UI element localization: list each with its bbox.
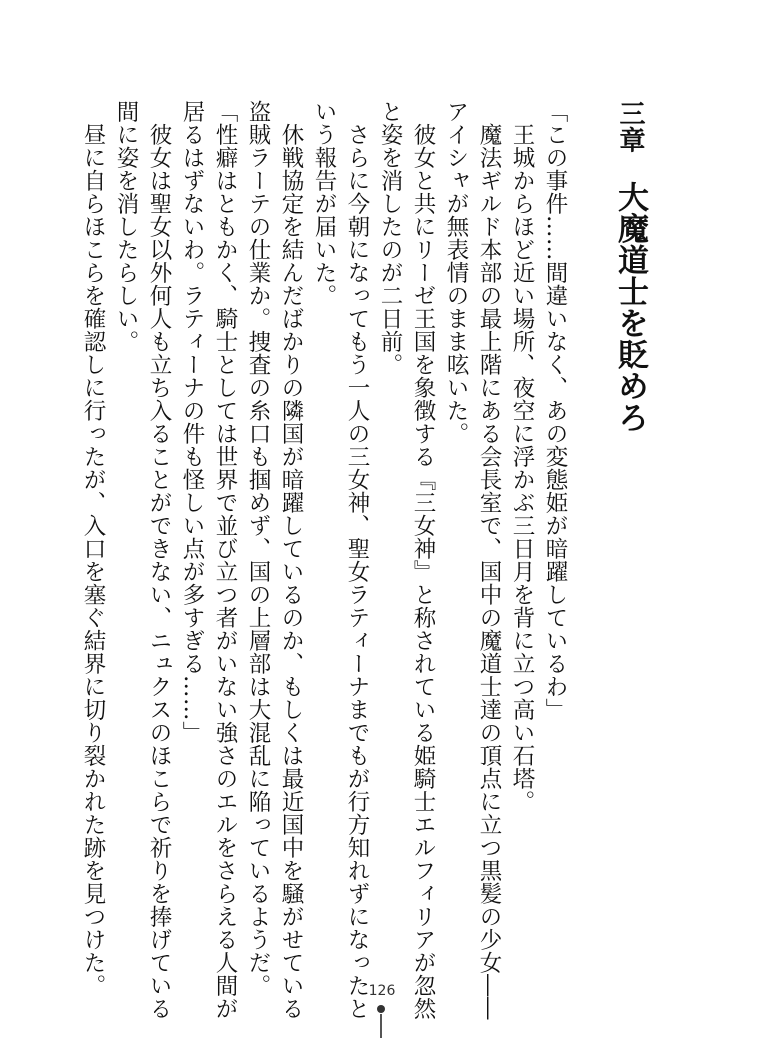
page-marker-line <box>380 1014 382 1038</box>
chapter-number: 三章 <box>615 100 645 153</box>
chapter-title: 大魔道士を貶めろ <box>612 181 648 433</box>
text-line: 魔法ギルド本部の最上階にある会長室で、国中の魔道士達の頂点に立つ黒髪の少女―― <box>476 100 502 1020</box>
text-line: アイシャが無表情のまま呟いた。 <box>443 100 469 445</box>
text-line: 間に姿を消したらしい。 <box>113 100 139 353</box>
text-line: さらに今朝になってもう一人の三女神、聖女ラティーナまでもが行方知れずになったと <box>344 100 370 1020</box>
text-line: 「性癖はともかく、騎士としては世界で並び立つ者がいない強さのエルをさらえる人間が <box>212 100 238 1020</box>
text-line: 昼に自らほこらを確認しに行ったが、入口を塞ぐ結界に切り裂かれた跡を見つけた。 <box>80 100 106 997</box>
text-line: 盗賊ラーテの仕業か。捜査の糸口も掴めず、国の上層部は大混乱に陥っているようだ。 <box>245 100 271 997</box>
page-marker-dot <box>377 1005 385 1013</box>
page-number: 126 <box>368 983 396 999</box>
text-line: 居るはずないわ。ラティーナの件も怪しい点が多すぎる……」 <box>179 100 205 744</box>
text-line: 王城からほど近い場所、夜空に浮かぶ三日月を背に立つ高い石塔。 <box>509 100 535 813</box>
text-line: いう報告が届いた。 <box>311 100 337 307</box>
text-line: 彼女は聖女以外何人も立ち入ることができない、ニュクスのほこらで祈りを捧げている <box>146 100 172 1020</box>
chapter-heading <box>613 100 646 960</box>
text-line: と姿を消したのが二日前。 <box>377 100 403 376</box>
text-line: 彼女と共にリーゼ王国を象徴する『三女神』と称されている姫騎士エルフィリアが忽然 <box>410 100 436 1020</box>
text-line: 「この事件……間違いなく、あの変態姫が暗躍しているわ」 <box>542 100 568 721</box>
text-line: 休戦協定を結んだばかりの隣国が暗躍しているのか、もしくは最近国中を騒がせている <box>278 100 304 1020</box>
